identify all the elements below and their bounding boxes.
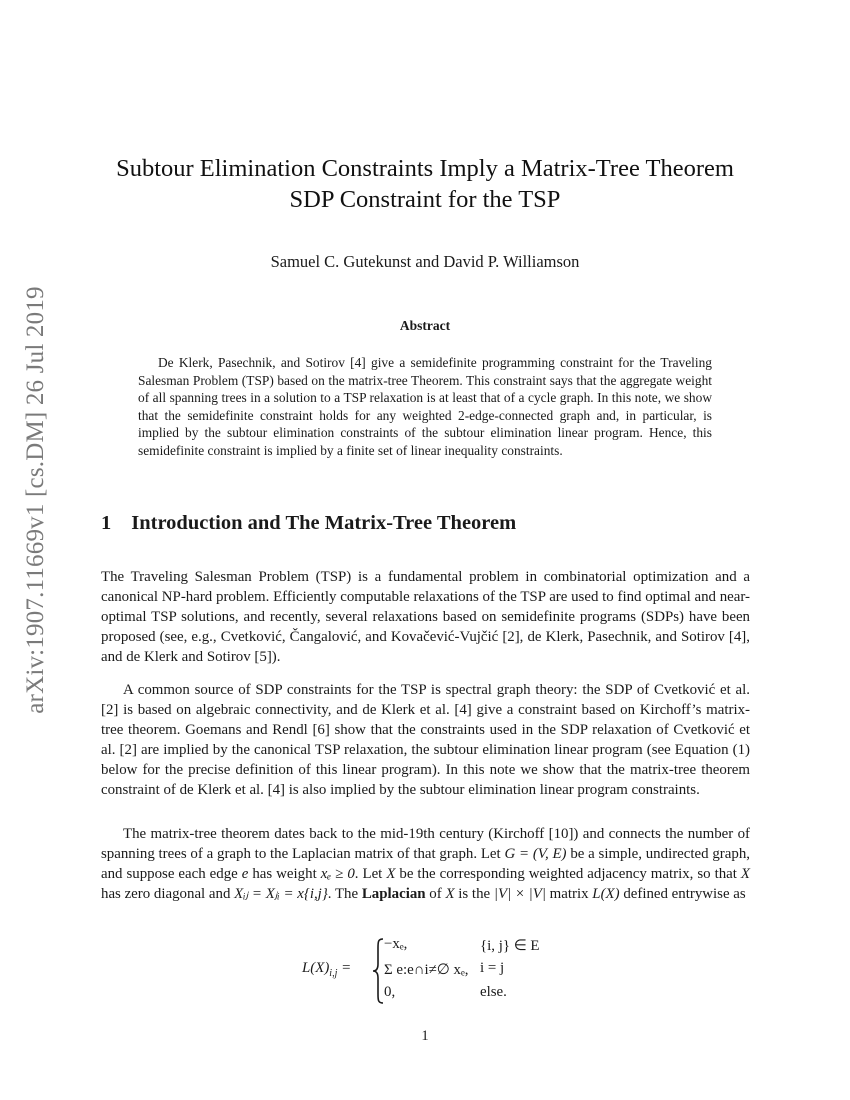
p3-text-2: be a simple, undirected graph, and suppose each edge (101, 846, 750, 882)
equation-case-1-condition: {i, j} ∈ E (480, 938, 540, 954)
paragraph-3 (101, 824, 750, 904)
p3-text-1: The matrix-tree theorem dates back to the mid-19th century (Kirchoff [10]) and connects the number of spanning trees of a graph to the Laplacian matrix of that graph. Let (101, 826, 750, 862)
p3-text-3: has weight (252, 866, 317, 882)
p3-math-laplacian: L(X) (592, 886, 620, 902)
equation-case-2-value: Σ e:e∩i≠∅ xₑ, (384, 962, 469, 978)
equation-lhs-main: L(X) (302, 960, 330, 976)
p3-math-symmetry: Xᵢⱼ = Xⱼᵢ = x{i,j} (234, 886, 328, 902)
abstract-body: De Klerk, Pasechnik, and Sotirov [4] give a semidefinite programming constraint for the Traveling Salesman Problem (TSP) based on the matrix-tree Theorem. This constraint says that the aggregate weight of all spanning trees in a solution to a TSP relaxation is at least that of a cycle graph. In this note, we show that the semidefinite constraint holds for any weighted 2-edge-connected graph and, in particular, is implied by the subtour elimination constraints of the subtour elimination linear program. Hence, this semidefinite constraint is implied by a finite set of linear inequality constraints. (138, 355, 712, 458)
title-line-1: Subtour Elimination Constraints Imply a Matrix-Tree Theorem (116, 155, 734, 182)
arxiv-identifier-text: arXiv:1907.11669v1 [cs.DM] 26 Jul 2019 (22, 286, 49, 714)
section-title: Introduction and The Matrix-Tree Theorem (131, 512, 517, 534)
p3-text-11: defined entrywise as (623, 886, 746, 902)
section-heading (101, 512, 516, 535)
p3-math-x3: X (445, 886, 455, 902)
p3-text-5: be the corresponding weighted adjacency matrix, so that (399, 866, 737, 882)
p3-term-laplacian: Laplacian (361, 886, 426, 902)
paragraph-2: A common source of SDP constraints for the TSP is spectral graph theory: the SDP of Cvetković et al. [2] is based on algebraic connectivity, and de Klerk et al. [4] give a constraint based on Kirchoff’s matrix-tree theorem. Goemans and Rendl [6] show that the constraints used in the SDP relaxation of Cvetković et al. [2] are implied by the canonical TSP relaxation, the subtour elimination linear program (see Equation (1) below for the precise definition of this linear program). In this note we show that the matrix-tree theorem constraint of de Klerk et al. [4] is also implied by the subtour elimination linear program constraints. (101, 682, 750, 798)
p3-math-weight: xₑ ≥ 0 (320, 866, 355, 882)
paragraph-1: The Traveling Salesman Problem (TSP) is a fundamental problem in combinatorial optimization and a canonical NP-hard problem. Efficiently computable relaxations of the TSP are used to find optimal and near-optimal TSP solutions, and recently, several relaxations based on semidefinite programs (SDPs) have been proposed (see, e.g., Cvetković, Čangalović, and Kovačević-Vujčić [2], de Klerk, Pasechnik, and Sotirov [4], and de Klerk and Sotirov [5]). (101, 569, 750, 665)
left-brace-icon (372, 938, 384, 1004)
p3-math-dimension: |V| × |V| (493, 886, 546, 902)
title-line-2: SDP Constraint for the TSP (289, 186, 561, 213)
equation-lhs: $L(X)_{i,j}$ = (302, 960, 352, 979)
equation-case-1-value: −xₑ, (384, 936, 408, 952)
section-number: 1 (101, 512, 112, 534)
p3-text-8: of (429, 886, 442, 902)
authors: Samuel C. Gutekunst and David P. Williamson (270, 252, 580, 271)
laplacian-equation (302, 936, 562, 1006)
p3-text-10: matrix (549, 886, 589, 902)
p3-math-graph: G = (V, E) (504, 846, 567, 862)
p3-text-7: . The (327, 886, 359, 902)
equation-case-3-condition: else. (480, 984, 507, 1000)
page-number: 1 (421, 1028, 429, 1044)
p3-text-4: . Let (354, 866, 383, 882)
p3-math-x2: X (740, 866, 750, 882)
equation-case-3-value: 0, (384, 984, 396, 1000)
equation-case-2-condition: i = j (480, 960, 505, 976)
abstract-heading: Abstract (399, 318, 451, 333)
p3-text-6: has zero diagonal and (101, 886, 231, 902)
p3-text-9: is the (458, 886, 491, 902)
paper-title (100, 153, 750, 215)
equation-lhs-subscript: i,j (329, 967, 338, 979)
p3-math-edge: e (241, 866, 249, 882)
p3-math-x1: X (386, 866, 396, 882)
